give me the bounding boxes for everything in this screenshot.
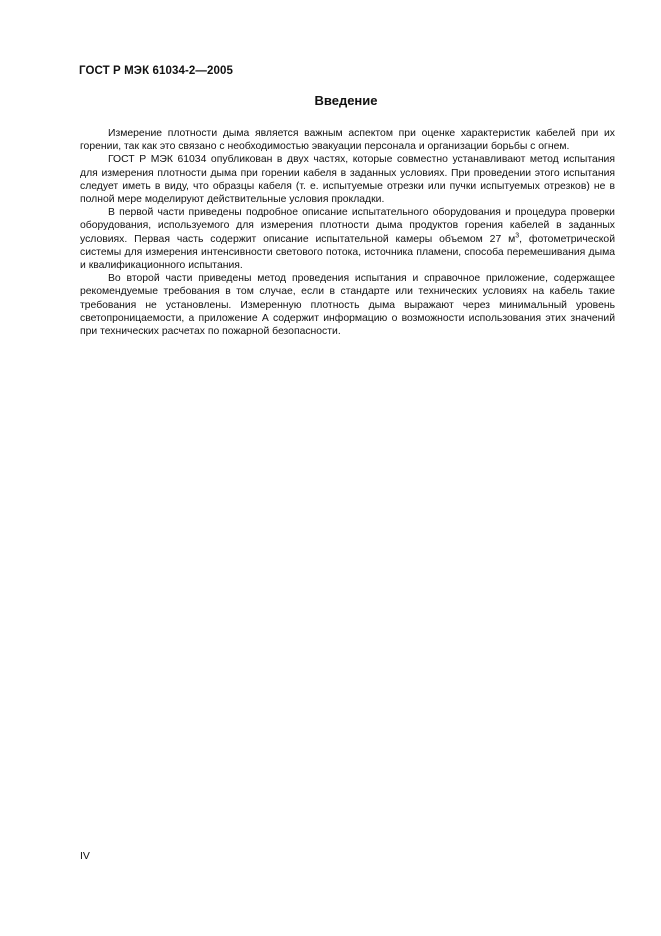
paragraph-part-one-continuation: , фотометрической системы для измерения интенсивности светового потока, источника пламени, способа перемешивания дыма и квалификационного испытания. xyxy=(80,233,615,272)
volume-unit-superscript: 3 xyxy=(515,232,520,240)
standard-designation: ГОСТ Р МЭК 61034-2—2005 xyxy=(79,65,233,77)
paragraph-part-one xyxy=(80,206,615,272)
paragraph-standard-parts: ГОСТ Р МЭК 61034 опубликован в двух частях, которые совместно устанавливают метод испытания для измерения плотности дыма при горении кабеля в заданных условиях. При проведении этого испытания следует иметь в виду, что образцы кабеля (т. е. испытуемые отрезки или пучки испытуемых отрезков) не в полной мере моделируют действительные условия прокладки. xyxy=(80,154,615,206)
section-title: Введение xyxy=(314,93,378,108)
paragraph-part-one-text: В первой части приведены подробное описание испытательного оборудования и процедура проверки оборудования, используемого для измерения плотности дыма продуктов горения кабелей в заданных условиях. Первая часть содержит описание испытательной камеры объемом 27 м xyxy=(80,207,615,245)
paragraph-smoke-density-importance: Измерение плотности дыма является важным аспектом при оценке характеристик кабелей при их горении, так как это связано с необходимостью эвакуации персонала и организации борьбы с огнем. xyxy=(80,128,615,153)
introduction-body xyxy=(80,127,615,338)
paragraph-part-two: Во второй части приведены метод проведения испытания и справочное приложение, содержащее рекомендуемые требования в том случае, если в стандарте или технических условиях на кабель такие требования не установлены. Измеренную плотность дыма выражают через минимальный уровень светопроницаемости, а приложение А содержит информацию о возможности использования этих значений при технических расчетах по пожарной безопасности. xyxy=(80,273,615,338)
page-number: IV xyxy=(80,850,90,862)
